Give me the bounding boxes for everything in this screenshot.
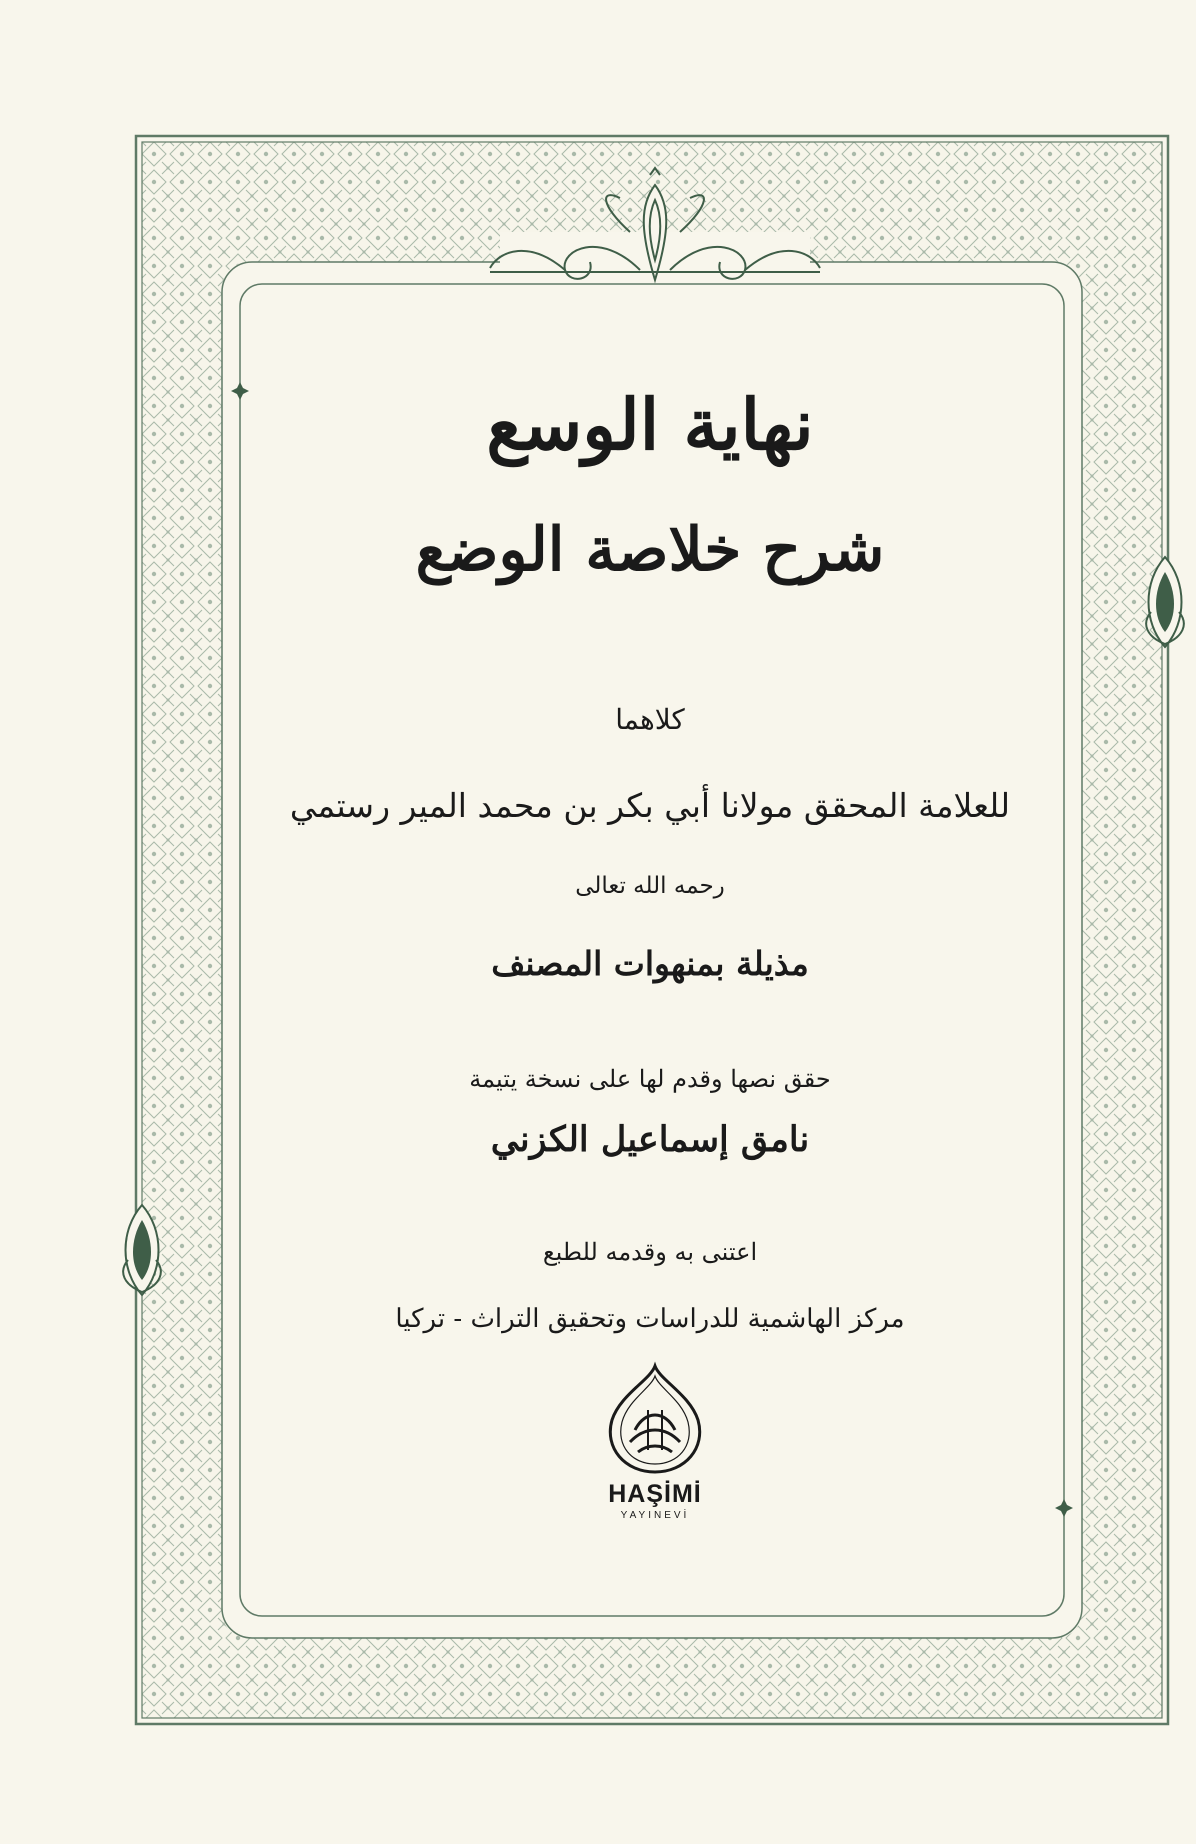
research-center-line: مركز الهاشمية للدراسات وتحقيق التراث - تركيا <box>395 1304 905 1334</box>
author-line: للعلامة المحقق مولانا أبي بكر بن محمد المير رستمي <box>289 786 1011 825</box>
editor-name: نامق إسماعيل الكزني <box>490 1119 810 1160</box>
publisher-emblem-icon <box>590 1360 720 1480</box>
tahqiq-label: حقق نصها وقدم لها على نسخة يتيمة <box>469 1065 831 1093</box>
both-label: كلاهما <box>615 703 685 736</box>
publisher-subtitle: YAYINEVİ <box>620 1510 690 1521</box>
appendix-note: مذيلة بمنهوات المصنف <box>491 944 809 983</box>
publisher-logo <box>590 1360 720 1540</box>
book-title: نهاية الوسع <box>486 383 814 466</box>
publishing-care-label: اعتنى به وقدمه للطبع <box>542 1238 758 1266</box>
publisher-name: HAŞİMİ <box>608 1480 702 1508</box>
author-blessing: رحمه الله تعالى <box>575 873 725 899</box>
book-subtitle: شرح خلاصة الوضع <box>415 515 885 585</box>
